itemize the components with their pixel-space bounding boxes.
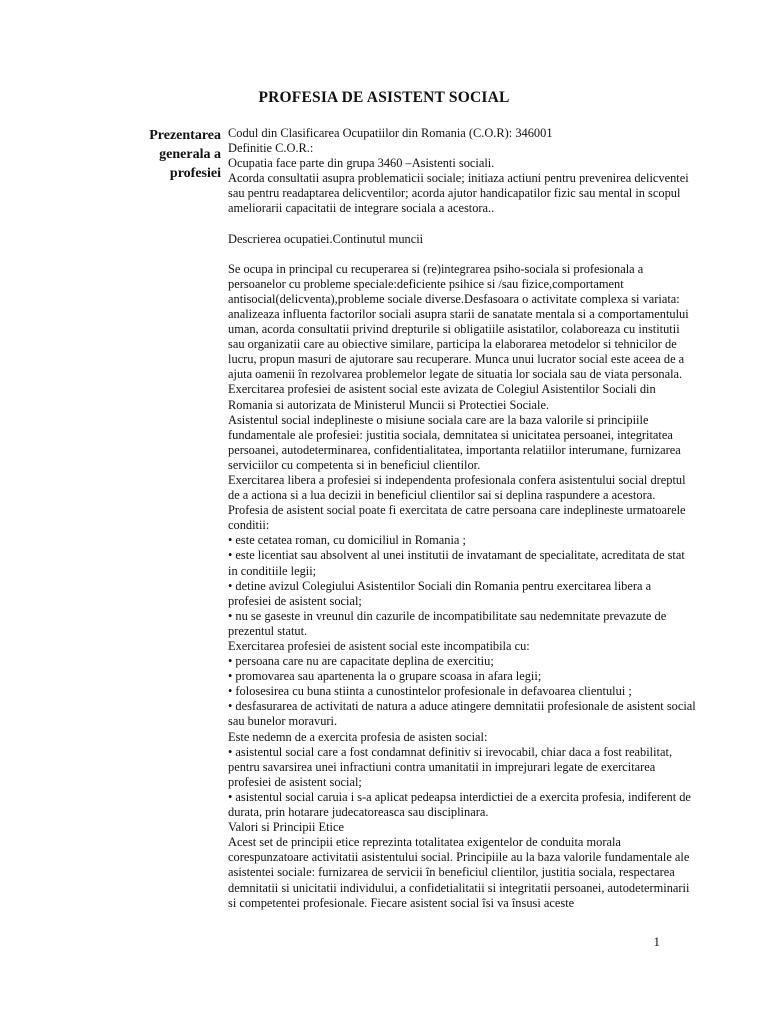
- paragraph: Descrierea ocupatiei.Continutul muncii: [228, 231, 424, 246]
- paragraph: Acorda consultatii asupra problematicii sociale; initiaza actiuni pentru prevenirea delicventei sau pentru readaptarea delicventilor; acorda ajutor handicapatilor fizic sau mental in scopul ameliorarii capacitatii de integrare sociala a acestora..: [228, 171, 689, 216]
- section-side-heading: Prezentarea generala a profesiei: [149, 128, 221, 181]
- paragraph: Se ocupa in principal cu recuperarea si (re)integrarea psiho-sociala si profesionala a persoanelor cu probleme speciale:deficiente psihice si /sau fizice,comportament antisocial(delicventa),probleme sociale diverse.Desfasoara o activitate complexa si variata: analizeaza influenta factorilor sociali asupra starii de sanatate mentala si a comportamentului uman, acorda consultatii privind drepturile si obligatiile asistatilor, colaboreaza cu institutii sau organizatii care au obiective similare, participa la elaborarea metodelor si tehnicilor de lucru, propun masuri de ajutorare sau recuperare. Munca unui lucrator social este aceea de a ajuta oamenii în rezolvarea problemelor legate de situatia lor sociala sau de viata personala.: [228, 261, 689, 382]
- paragraph: • desfasurarea de activitati de natura a aduce atingere demnitatii profesionale de asistent social sau bunelor moravuri.: [228, 699, 696, 729]
- paragraph: Profesia de asistent social poate fi exercitata de catre persoana care indeplineste urmatoarele conditii:: [228, 503, 686, 533]
- body-text: [228, 126, 696, 911]
- paragraph: • asistentul social caruia i s-a aplicat pedeapsa interdictiei de a exercita profesia, indiferent de durata, prin hotarare judecatoreasca sau disciplinara.: [228, 789, 691, 820]
- paragraph: • este cetatea roman, cu domiciliul in Romania ;: [228, 533, 466, 548]
- page-number: 1: [653, 934, 660, 949]
- paragraph: • este licentiat sau absolvent al unei institutii de invatamant de specialitate, acreditata de stat in conditiile legii;: [228, 548, 685, 578]
- paragraph: • nu se gaseste in vreunul din cazurile de incompatibilitate sau nedemnitate prevazute de prezentul statut.: [228, 608, 667, 638]
- paragraph: Acest set de principii etice reprezinta totalitatea exigentelor de conduita morala corespunzatoare activitatii asistentului social. Principiile au la baza valorile fundamentale ale asistentei sociale: furnizarea de servicii în beneficiul clientilor, justitia sociala, respectarea demnitatii si unicitatii individului, a confidetialitatii si integritatii persoanei, autodeterminarii si competentei profesionale. Fiecare asistent social îsi va însusi aceste: [228, 835, 690, 910]
- paragraph: Este nedemn de a exercita profesia de asisten social:: [228, 729, 488, 744]
- paragraph: • promovarea sau apartenenta la o grupare scoasa in afara legii;: [228, 669, 542, 684]
- paragraph-spacer: [228, 217, 696, 232]
- paragraph: Exercitarea profesiei de asistent social este avizata de Colegiul Asistentilor Sociali din Romania si autorizata de Ministerul Muncii si Protectiei Sociale.: [228, 382, 656, 412]
- paragraph: • asistentul social care a fost condamnat definitiv si irevocabil, chiar daca a fost reabilitat, pentru savarsirea unei infractiuni contra umanitatii in imprejurari legate de exercitarea profesiei de asistent social;: [228, 744, 673, 789]
- paragraph: Codul din Clasificarea Ocupatiilor din Romania (C.O.R): 346001: [228, 126, 553, 140]
- paragraph: Valori si Principii Etice: [228, 820, 344, 835]
- paragraph: Ocupatia face parte din grupa 3460 –Asistenti sociali.: [228, 156, 495, 171]
- paragraph: • persoana care nu are capacitate deplina de exercitiu;: [228, 654, 494, 669]
- page-title: PROFESIA DE ASISTENT SOCIAL: [258, 89, 510, 106]
- paragraph: Exercitarea libera a profesiei si independenta profesionala confera asistentului social dreptul de a actiona si a lua decizii in beneficiul clientilor sai si deplina raspundere a acestora.: [228, 472, 686, 503]
- paragraph-spacer: [228, 247, 696, 262]
- paragraph: Definitie C.O.R.:: [228, 141, 314, 156]
- paragraph: • folosesirea cu buna stiinta a cunostintelor profesionale in defavoarea clientului ;: [228, 684, 632, 699]
- paragraph: • detine avizul Colegiului Asistentilor Sociali din Romania pentru exercitarea libera a profesiei de asistent social;: [228, 578, 652, 608]
- paragraph: Exercitarea profesiei de asistent social este incompatibila cu:: [228, 639, 530, 653]
- paragraph: Asistentul social indeplineste o misiune sociala care are la baza valorile si principiile fundamentale ale profesiei: justitia sociala, demnitatea si unicitatea persoanei, integritatea persoanei, autodeterminarea, confidentialitatea, importanta relatiilor interumane, furnizarea serviciilor cu competenta si in beneficiul clientilor.: [228, 412, 681, 472]
